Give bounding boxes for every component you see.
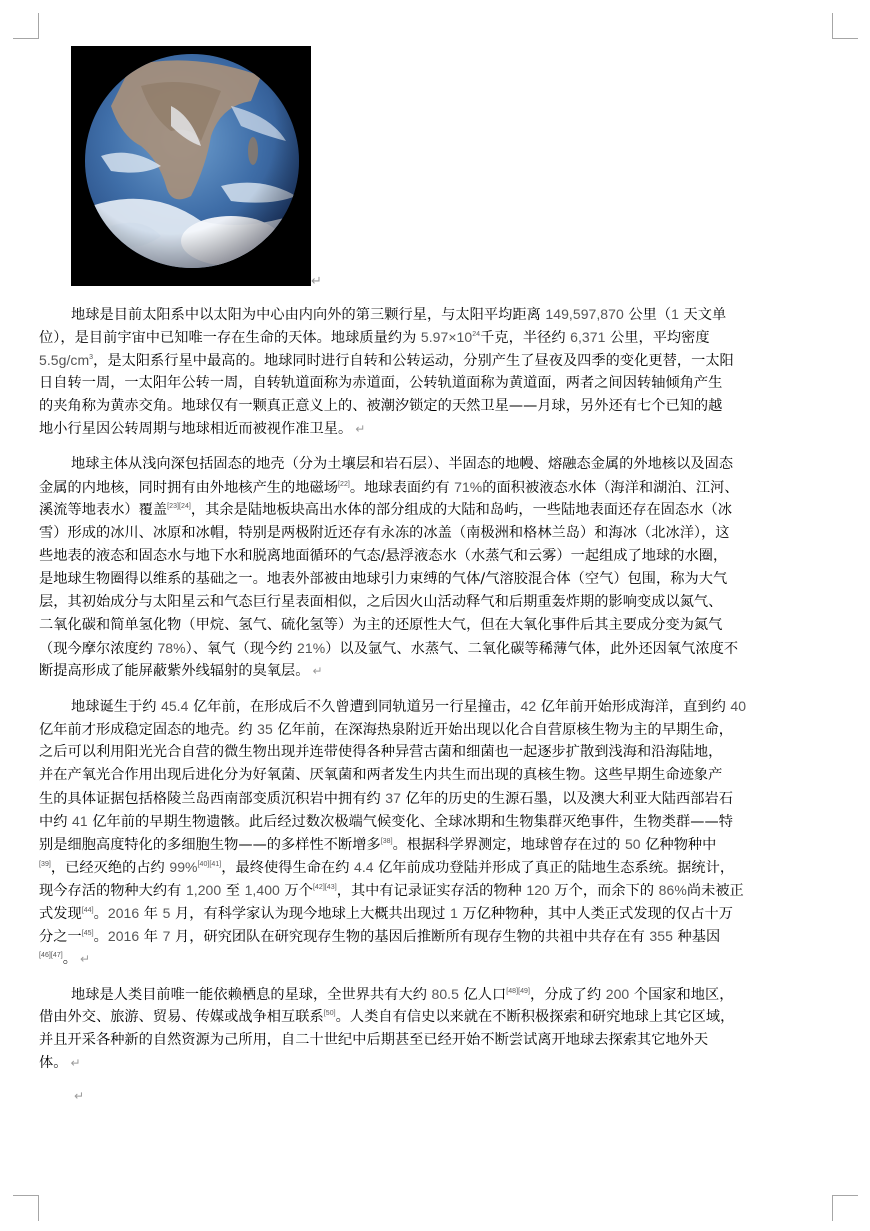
number-run: 1: [671, 306, 679, 322]
text-run: 借由外交、旅游、贸易、传媒或战争相互联系: [39, 1009, 324, 1025]
text-run: 亿种物种中: [640, 837, 717, 853]
text-line: [39, 764, 831, 787]
number-run: 2016: [107, 928, 140, 944]
earth-image[interactable]: [71, 46, 311, 286]
text-run: 。根据科学界测定，地球曾存在过的: [392, 837, 625, 853]
number-run: 120: [526, 882, 550, 898]
number-run: 7: [162, 928, 171, 944]
text-run: 尚未被正: [686, 883, 744, 899]
citation-link[interactable]: [50]: [323, 1010, 336, 1017]
number-run: 5.5g/cm: [39, 352, 90, 368]
page-corner-mark-bottom-left: [13, 1195, 39, 1221]
text-line: [39, 1052, 831, 1075]
citation-link[interactable]: [40][41]: [197, 861, 222, 868]
text-line: [39, 545, 831, 568]
number-run: 80.5: [431, 986, 459, 1002]
number-run: 149,597,870: [545, 306, 624, 322]
text-run: 的面积被液态水体（海洋和湖泊、江河、: [482, 480, 739, 496]
text-line: [39, 326, 831, 349]
text-run: 别是细胞高度特化的多细胞生物——的多样性不断增多: [39, 837, 381, 853]
text-line: [39, 476, 831, 499]
text-run: 个国家和地区，: [629, 987, 734, 1003]
text-line: [39, 856, 831, 879]
number-run: 21%: [297, 640, 326, 656]
number-run: 5.97×10: [420, 329, 473, 345]
page-corner-mark-top-right: [832, 13, 858, 39]
text-line: [39, 568, 831, 591]
paragraph-mark: ↵: [311, 274, 322, 289]
text-run: 千克，半径约: [480, 330, 571, 346]
text-line: [39, 499, 831, 522]
text-run: 万亿种物种，其中人类正式发现的仅占十万: [457, 906, 733, 922]
page-corner-mark-top-left: [13, 13, 39, 39]
text-line: [39, 983, 831, 1006]
text-run: 之后可以利用阳光光合自营的微生物出现并连带使得各种异营古菌和细菌也一起逐步扩散到浅海和沿海陆地，: [39, 744, 723, 760]
number-run: 5: [162, 905, 171, 921]
text-run: ）、氧气（现今约: [185, 641, 298, 657]
text-run: ，其余是陆地板块高出水体的部分组成的大陆和岛屿，一些陆地表面还存在固态水（冰: [190, 502, 732, 518]
number-run: 45.4: [161, 698, 189, 714]
exponent: 3: [89, 354, 94, 361]
text-line: [39, 303, 831, 326]
text-line: [39, 925, 831, 948]
number-run: 35: [257, 721, 273, 737]
text-line: [39, 453, 831, 476]
text-line: [39, 833, 831, 856]
number-run: 1,400: [244, 882, 280, 898]
citation-link[interactable]: [48][49]: [506, 988, 530, 995]
text-line: [39, 522, 831, 545]
text-run: 体。: [39, 1055, 68, 1071]
text-run: 的夹角称为黄赤交角。地球仅有一颗真正意义上的、被潮汐锁定的天然卫星——月球，另外还有七个已知的越: [39, 398, 723, 414]
text-run: 地球是人类目前唯一能依赖栖息的星球，全世界共有大约: [71, 987, 432, 1003]
text-run: 地球诞生于约: [71, 699, 161, 715]
text-run: 种基因: [672, 929, 721, 945]
text-run: 天文单: [678, 307, 727, 323]
text-line: [39, 1006, 831, 1029]
text-run: 公里（: [623, 307, 672, 323]
text-run: 亿年的历史的生源石墨，以及澳大利亚大陆西部岩石: [400, 791, 733, 807]
citation-link[interactable]: [44]: [81, 907, 94, 914]
text-run: ，其中有记录证实存活的物种: [336, 883, 527, 899]
text-run: 地球主体从浅向深包括固态的地壳（分为土壤层和岩石层）、半固态的地幔、熔融态金属的外地核以及固态: [71, 456, 734, 472]
text-line: [39, 1085, 831, 1108]
text-run: 亿年前的早期生物遗骸。此后经过数次极端气候变化、全球冰期和生物集群灭绝事件，生物类群——特: [87, 814, 733, 830]
text-run: 并且开采各种新的自然资源为己所用，自二十世纪中后期甚至已经开始不断尝试离开地球去探索其它地外天: [39, 1032, 709, 1048]
number-run: 86%: [658, 882, 687, 898]
text-run: ，分成了约: [530, 987, 606, 1003]
text-run: 亿年前才形成稳定固态的地壳。约: [39, 722, 258, 738]
text-line: [39, 418, 831, 441]
number-run: 78%: [157, 640, 186, 656]
citation-link[interactable]: [45]: [81, 930, 94, 937]
number-run: 42: [520, 698, 537, 714]
text-line: [39, 591, 831, 614]
paragraph-1[interactable]: [39, 303, 831, 441]
text-run: 万个: [279, 883, 313, 899]
text-run: 月，研究团队在研究现存生物的基因后推断所有现存生物的共祖中共存在有: [170, 929, 650, 945]
text-line: [39, 660, 831, 683]
citation-link[interactable]: [42][43]: [312, 884, 337, 891]
text-run: 年: [139, 906, 163, 922]
number-run: 50: [624, 836, 641, 852]
number-run: 99%: [169, 859, 198, 875]
text-run: 亿年前成功登陆并形成了真正的陆地生态系统。据统计，: [373, 860, 735, 876]
text-run: 地球是目前太阳系中以太阳为中心由内向外的第三颗行星，与太阳平均距离: [71, 307, 546, 323]
text-run: 月，有科学家认为现今地球上大概共出现过: [170, 906, 451, 922]
text-run: 亿年前，在形成后不久曾遭到同轨道另一行星撞击，: [188, 699, 521, 715]
text-run: 。: [62, 951, 78, 967]
text-run: 年: [139, 929, 163, 945]
text-run: 中约: [39, 814, 73, 830]
text-run: 并在产氧光合作用出现后进化分为好氧菌、厌氧菌和两者发生内共生而出现的真核生物。这些早期生命迹象产: [39, 767, 723, 783]
text-run: 地小行星因公转周期与地球相近而被视作准卫星。: [39, 421, 353, 437]
text-line: [39, 902, 831, 925]
earth-photo-icon: [71, 46, 311, 286]
paragraph-4[interactable]: [39, 983, 831, 1075]
citation-link[interactable]: [23][24]: [167, 503, 191, 510]
text-line: [39, 695, 831, 718]
text-run: 至: [221, 883, 245, 899]
text-run: 亿年前开始形成海洋，直到约: [536, 699, 731, 715]
text-run: 亿年前，在深海热泉附近开始出现以化合自营原核生物为主的早期生命，: [272, 722, 733, 738]
text-run: 层，其初始成分与太阳星云和气态巨行星表面相似，之后因火山活动释气和后期重轰炸期的影响变成以氮气、: [39, 594, 723, 610]
text-line: [39, 637, 831, 660]
text-line: [39, 787, 831, 810]
text-line: [39, 349, 831, 372]
number-run: 4.4: [354, 859, 374, 875]
text-line: [39, 879, 831, 902]
number-run: 6,371: [570, 329, 606, 345]
text-run: （现今摩尔浓度约: [39, 641, 158, 657]
paragraph-mark: ↵: [355, 422, 366, 436]
text-line: [39, 741, 831, 764]
text-run: 分之一: [39, 929, 82, 945]
paragraph-mark: ↵: [312, 664, 323, 678]
paragraph-3[interactable]: [39, 695, 831, 971]
citation-link[interactable]: [38]: [380, 838, 393, 845]
text-run: 亿人口: [458, 987, 507, 1003]
text-run: 。人类自有信史以来就在不断积极探索和研究地球上其它区域，: [335, 1009, 735, 1025]
exponent: 24: [472, 331, 481, 338]
text-line: [39, 810, 831, 833]
text-run: 。: [93, 906, 108, 922]
number-run: 1: [450, 905, 458, 921]
text-run: 断提高形成了能屏蔽紫外线辐射的臭氧层。: [39, 663, 310, 679]
text-line: [39, 395, 831, 418]
text-run: 现今存活的物种大约有: [39, 883, 186, 899]
text-run: 。: [93, 929, 108, 945]
text-run: 。地球表面约有: [349, 480, 455, 496]
text-run: ，已经灭绝的占约: [50, 860, 170, 876]
text-run: 生的具体证据包括格陵兰岛西南部变质沉积岩中拥有约: [39, 791, 386, 807]
number-run: 200: [605, 986, 630, 1002]
paragraph-5[interactable]: [39, 1085, 831, 1108]
text-line: [39, 614, 831, 637]
number-run: 37: [385, 790, 401, 806]
citation-link[interactable]: [39]: [39, 861, 51, 868]
page-corner-mark-bottom-right: [832, 1195, 858, 1221]
text-line: [39, 718, 831, 741]
citation-link[interactable]: [22]: [338, 481, 350, 488]
text-line: [39, 1029, 831, 1052]
paragraph-mark: ↵: [70, 1056, 81, 1070]
text-run: 雪）形成的冰川、冰原和冰帽，特别是两极附近还存有永冻的冰盖（南极洲和格林兰岛）和海冰（北冰洋），这: [39, 525, 730, 541]
text-run: 溪流等地表水）覆盖: [39, 502, 168, 518]
text-line: [39, 948, 831, 971]
number-run: 40: [730, 698, 747, 714]
text-run: 些地表的液态和固态水与地下水和脱离地面循环的气态/悬浮液态水（水蒸气和云雾）一起组成了地球的水圈，: [39, 548, 728, 564]
number-run: 71%: [454, 479, 483, 495]
text-run: 式发现: [39, 906, 82, 922]
paragraph-2[interactable]: [39, 453, 831, 683]
text-run: ，是太阳系行星中最高的。地球同时进行自转和公转运动，分别产生了昼夜及四季的变化更替，一太阳: [93, 353, 734, 369]
number-run: 355: [649, 928, 673, 944]
text-run: 万个，而余下的: [549, 883, 659, 899]
paragraph-mark: ↵: [74, 1089, 85, 1103]
text-run: ，最终使得生命在约: [221, 860, 354, 876]
paragraph-mark: ↵: [80, 952, 91, 966]
text-run: 二氧化碳和简单氢化物（甲烷、氢气、硫化氢等）为主的还原性大气，但在大氧化事件后其主要成分变为氮气: [39, 617, 723, 633]
text-run: 公里，平均密度: [605, 330, 710, 346]
number-run: 2016: [107, 905, 140, 921]
text-run: 是地球生物圈得以维系的基础之一。地表外部被由地球引力束缚的气体/气溶胶混合体（空气）包围，称为大气: [39, 571, 728, 587]
text-run: ）以及氩气、水蒸气、二氧化碳等稀薄气体，此外还因氧气浓度不: [325, 641, 739, 657]
text-run: 金属的内地核，同时拥有由外地核产生的地磁场: [39, 480, 338, 496]
text-line: [39, 372, 831, 395]
text-run: 日自转一周，一太阳年公转一周，自转轨道面称为赤道面，公转轨道面称为黄道面，两者之间因转轴倾角产生: [39, 375, 723, 391]
text-run: 位），是目前宇宙中已知唯一存在生命的天体。地球质量约为: [39, 330, 421, 346]
number-run: 1,200: [185, 882, 222, 898]
number-run: 41: [72, 813, 88, 829]
citation-link[interactable]: [46][47]: [39, 952, 63, 959]
